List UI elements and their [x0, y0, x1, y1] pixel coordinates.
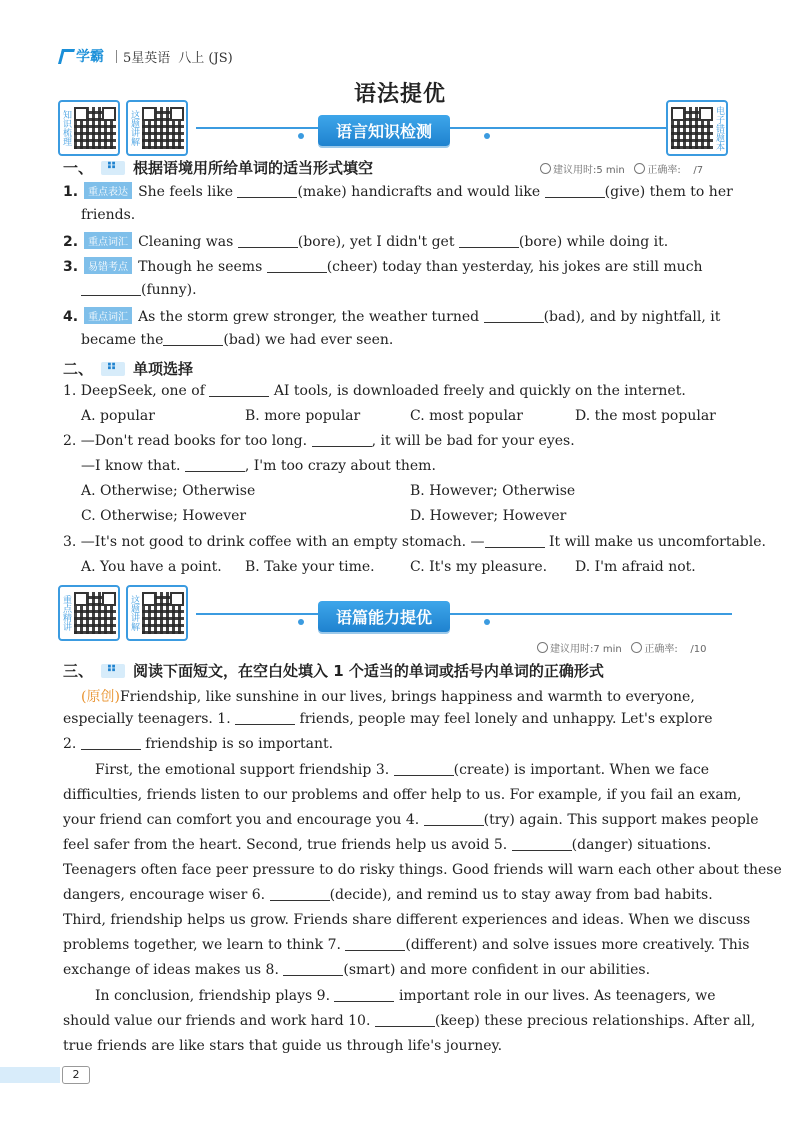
qr-code-key-points[interactable] [58, 585, 120, 641]
q1-item-4: 4. 重点词汇 As the storm grew stronger, the weather turned (bad), and by nightfall, it [63, 309, 721, 325]
answer-blank[interactable] [238, 235, 298, 248]
option-a[interactable]: A. Otherwise; Otherwise [81, 483, 256, 499]
clock-icon [540, 163, 551, 174]
answer-blank[interactable] [267, 260, 327, 273]
section-title: 根据语境用所给单词的适当形式填空 [133, 159, 374, 177]
qr-code-icon [74, 592, 116, 634]
passage-line: (原创)Friendship, like sunshine in our lives, brings happiness and warmth to everyone, [81, 689, 695, 705]
passage-line: exchange of ideas makes us 8. (smart) and more confident in our abilities. [63, 962, 651, 978]
qr-code-icon [74, 107, 116, 149]
answer-blank[interactable] [209, 384, 269, 397]
option-c[interactable]: C. Otherwise; However [81, 508, 247, 524]
answer-blank[interactable] [81, 737, 141, 750]
answer-blank[interactable] [235, 712, 295, 725]
passage-line: your friend can comfort you and encourage you 4. (try) again. This support makes people [63, 812, 759, 828]
tag-badge: 重点词汇 [84, 232, 132, 249]
qr-code-icon [142, 107, 184, 149]
answer-blank[interactable] [237, 185, 297, 198]
tag-badge: 重点表达 [84, 182, 132, 199]
passage-line: Third, friendship helps us grow. Friends share different experiences and ideas. When we discuss [63, 912, 751, 928]
option-c[interactable]: C. most popular [410, 408, 523, 424]
banner-dot-left [298, 610, 304, 629]
banner-dot-right [484, 124, 490, 143]
section-title: 单项选择 [133, 360, 194, 378]
q1-item-4-cont: became the (bad) we had ever seen. [81, 332, 394, 348]
option-a[interactable]: A. You have a point. [81, 559, 222, 575]
answer-blank[interactable] [512, 838, 572, 851]
banner-divider [196, 613, 732, 615]
q1-item-2: 2. 重点词汇 Cleaning was (bore), yet I didn't get (bore) while doing it. [63, 234, 669, 250]
passage-line: should value our friends and work hard 10. (keep) these precious relationships. After all, [63, 1013, 756, 1029]
passage-line: problems together, we learn to think 7. (different) and solve issues more creatively. This [63, 937, 750, 953]
passage-line: difficulties, friends listen to our problems and offer help to us. For example, if you fail an exam, [63, 787, 742, 803]
footer-bar [0, 1067, 60, 1083]
passage-line: First, the emotional support friendship 3. (create) is important. When we face [95, 762, 710, 778]
answer-blank[interactable] [270, 888, 330, 901]
page-number: 2 [62, 1066, 90, 1084]
q1-item-1: 1. 重点表达 She feels like (make) handicrafts and would like (give) them to her [63, 184, 733, 200]
mc-question-3: 3. —It's not good to drink coffee with an empty stomach. — It will make us uncomfortable. [63, 534, 766, 550]
passage-line: Teenagers often face peer pressure to do risky things. Good friends will warn each other about these [63, 862, 782, 878]
tag-badge: 重点词汇 [84, 307, 132, 324]
answer-blank[interactable] [81, 283, 141, 296]
section-icon [101, 664, 125, 678]
timing-info-1: 建议用时:5 min 正确率: /7 [540, 161, 703, 176]
qr-label: 知识梳理 [61, 110, 71, 146]
answer-blank[interactable] [545, 185, 605, 198]
check-icon [634, 163, 645, 174]
qr-code-explain-2[interactable] [126, 585, 188, 641]
answer-blank[interactable] [163, 333, 223, 346]
section-index: 二、 [63, 360, 94, 378]
option-d[interactable]: D. However; However [410, 508, 567, 524]
option-d[interactable]: D. the most popular [575, 408, 716, 424]
series-name: 5星英语 [123, 50, 171, 66]
passage-line: 2. friendship is so important. [63, 736, 334, 752]
answer-blank[interactable] [185, 459, 245, 472]
page-title: 语法提优 [353, 82, 446, 107]
banner-dot-left [298, 124, 304, 143]
brand-logo-icon [58, 49, 75, 64]
passage-line: true friends are like stars that guide us through life's journey. [63, 1038, 503, 1054]
timing-info-2: 建议用时:7 min 正确率: /10 [537, 640, 707, 655]
mc-question-2-reply: —I know that. , I'm too crazy about them. [81, 458, 436, 474]
answer-blank[interactable] [484, 310, 544, 323]
qr-label: 重点精讲 [61, 595, 71, 631]
option-d[interactable]: D. I'm afraid not. [575, 559, 696, 575]
section-icon [101, 362, 125, 376]
q1-item-1-cont: friends. [81, 207, 136, 223]
option-b[interactable]: B. more popular [245, 408, 361, 424]
section-banner-language: 语言知识检测 [318, 115, 450, 146]
section-heading-3 [63, 660, 604, 681]
q1-item-3-cont: (funny). [81, 282, 197, 298]
banner-dot-right [484, 610, 490, 629]
qr-label: 这题讲解 [129, 110, 139, 146]
answer-blank[interactable] [345, 938, 405, 951]
qr-label: 电子错题本 [714, 105, 724, 151]
option-c[interactable]: C. It's my pleasure. [410, 559, 548, 575]
clock-icon [537, 642, 548, 653]
qr-code-icon [142, 592, 184, 634]
original-tag: (原创) [81, 689, 120, 705]
section-title: 阅读下面短文，在空白处填入 1 个适当的单词或括号内单词的正确形式 [133, 662, 604, 680]
answer-blank[interactable] [283, 963, 343, 976]
answer-blank[interactable] [394, 763, 454, 776]
mc-question-2: 2. —Don't read books for too long. , it will be bad for your eyes. [63, 433, 575, 449]
option-a[interactable]: A. popular [81, 408, 155, 424]
passage-line: dangers, encourage wiser 6. (decide), and remind us to stay away from bad habits. [63, 887, 713, 903]
section-heading-1 [63, 157, 373, 178]
section-icon [101, 161, 125, 175]
option-b[interactable]: B. Take your time. [245, 559, 375, 575]
answer-blank[interactable] [334, 989, 394, 1002]
answer-blank[interactable] [459, 235, 519, 248]
section-index: 三、 [63, 662, 94, 680]
answer-blank[interactable] [424, 813, 484, 826]
passage-line: especially teenagers. 1. friends, people may feel lonely and unhappy. Let's explore [63, 711, 713, 727]
tag-badge: 易错考点 [84, 257, 132, 274]
header [60, 46, 233, 66]
answer-blank[interactable] [312, 434, 372, 447]
answer-blank[interactable] [485, 535, 545, 548]
answer-blank[interactable] [375, 1014, 435, 1027]
check-icon [631, 642, 642, 653]
book-name: 八上 (JS) [178, 50, 233, 66]
qr-label: 这题讲解 [129, 595, 139, 631]
qr-code-error-book[interactable] [666, 100, 728, 156]
section-index: 一、 [63, 159, 94, 177]
brand-name: 学霸 [76, 49, 104, 65]
option-b[interactable]: B. However; Otherwise [410, 483, 576, 499]
q1-item-3: 3. 易错考点 Though he seems (cheer) today than yesterday, his jokes are still much [63, 259, 703, 275]
qr-code-explain[interactable] [126, 100, 188, 156]
qr-code-icon [671, 107, 713, 149]
qr-code-knowledge[interactable] [58, 100, 120, 156]
section-heading-2 [63, 358, 193, 379]
passage-line: In conclusion, friendship plays 9. important role in our lives. As teenagers, we [95, 988, 716, 1004]
mc-question-1: 1. DeepSeek, one of AI tools, is downloaded freely and quickly on the internet. [63, 383, 686, 399]
passage-line: feel safer from the heart. Second, true friends help us avoid 5. (danger) situations. [63, 837, 712, 853]
section-banner-reading: 语篇能力提优 [318, 601, 450, 632]
